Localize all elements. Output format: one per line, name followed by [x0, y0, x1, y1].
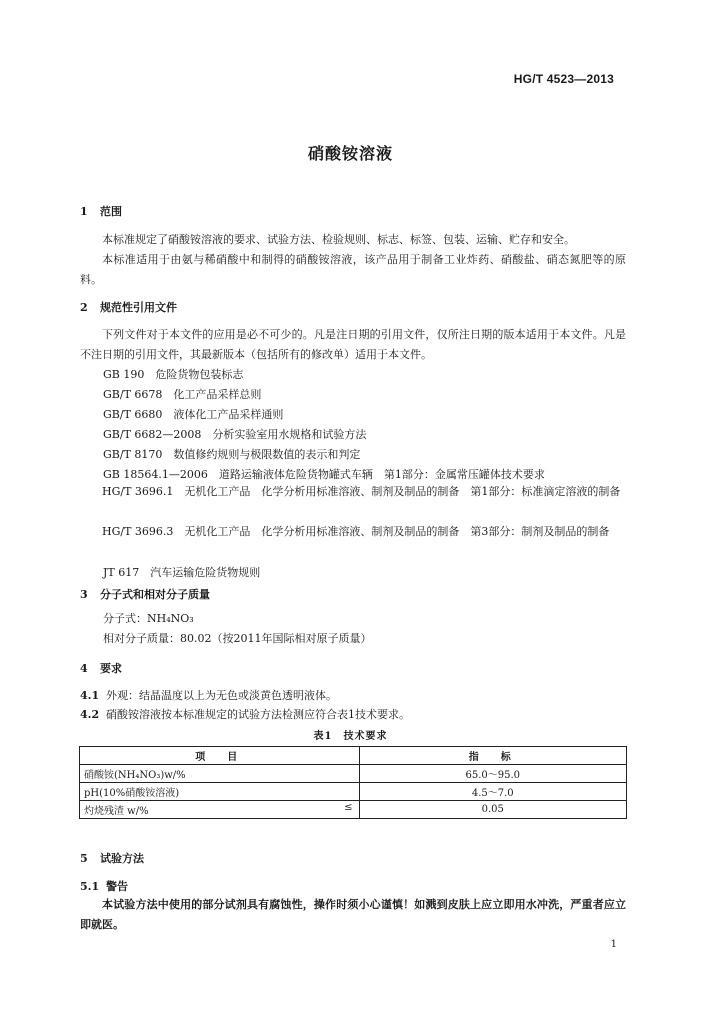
row-symbol: ≤ — [344, 802, 353, 813]
clause-4-2 — [80, 706, 410, 722]
clause-5-1-heading: 警告 — [106, 880, 128, 893]
section-4-number: 4 — [80, 662, 88, 675]
reference-item: GB/T 6680 液体化工产品采样通则 — [103, 408, 284, 421]
reference-item-jt-617: JT 617 汽车运输危险货物规则 — [103, 566, 261, 579]
row-item — [80, 765, 360, 783]
section-5-title: 试验方法 — [100, 852, 144, 865]
technical-requirements-table — [79, 746, 627, 819]
row-item-label: 硝酸铵(NH₄NO₃)w/% — [84, 770, 186, 781]
section-2-number: 2 — [80, 301, 88, 314]
molecular-formula: 分子式：NH₄NO₃ — [103, 612, 194, 625]
row-item-label: 灼烧残渣 w/% — [84, 806, 149, 817]
section-1-title: 范围 — [100, 205, 122, 218]
reference-item: GB 190 危险货物包装标志 — [103, 368, 244, 381]
reference-item: GB/T 6678 化工产品采样总则 — [103, 388, 262, 401]
reference-item: GB 18564.1—2006 道路运输液体危险货物罐式车辆 第1部分：金属常压罐体技术要求 — [103, 468, 545, 481]
row-value: 4.5～7.0 — [359, 783, 626, 801]
row-item — [80, 783, 360, 801]
document-title: 硝酸铵溶液 — [307, 144, 393, 163]
molecular-mass: 相对分子质量：80.02（按2011年国际相对原子质量） — [103, 632, 372, 645]
header-item: 项 目 — [80, 747, 360, 765]
clause-4-2-number: 4.2 — [80, 708, 100, 721]
table-row — [80, 783, 627, 801]
reference-item: GB/T 6682—2008 分析实验室用水规格和试验方法 — [103, 428, 367, 441]
section-1-number: 1 — [80, 205, 88, 218]
row-item — [80, 801, 360, 819]
section-3-title: 分子式和相对分子质量 — [100, 588, 210, 601]
clause-5-1-number: 5.1 — [80, 880, 100, 893]
section-5-heading — [80, 850, 144, 866]
section-5-number: 5 — [80, 852, 88, 865]
section-3-heading — [80, 586, 210, 602]
reference-item: GB/T 8170 数值修约规则与极限数值的表示和判定 — [103, 448, 361, 461]
standard-code: HG/T 4523—2013 — [513, 72, 614, 86]
section-2-intro: 下列文件对于本文件的应用是必不可少的。凡是注日期的引用文件，仅所注日期的版本适用于本文件。凡是不注日期的引用文件，其最新版本（包括所有的修改单）适用于本文件。 — [80, 328, 626, 361]
clause-4-2-text: 硝酸铵溶液按本标准规定的试验方法检测应符合表1技术要求。 — [106, 708, 410, 721]
table-1-caption: 表1 技术要求 — [313, 731, 388, 742]
row-value: 65.0～95.0 — [359, 765, 626, 783]
section-2-heading — [80, 299, 177, 315]
clause-4-1-number: 4.1 — [80, 689, 100, 702]
section-1-paragraph-2: 本标准适用于由氨与稀硝酸中和制得的硝酸铵溶液，该产品用于制备工业炸药、硝酸盐、硝态氮肥等的原料。 — [80, 253, 626, 286]
table-header-row — [80, 747, 627, 765]
section-2-title: 规范性引用文件 — [100, 301, 177, 314]
clause-4-1-text: 外观：结晶温度以上为无色或淡黄色透明液体。 — [106, 689, 337, 702]
section-4-title: 要求 — [100, 662, 122, 675]
reference-item-hg-3696-3: HG/T 3696.3 无机化工产品 化学分析用标准溶液、制剂及制品的制备 第3部分：制剂及制品的制备 — [102, 525, 610, 538]
section-1-heading — [80, 203, 122, 219]
section-1-paragraph-1: 本标准规定了硝酸铵溶液的要求、试验方法、检验规则、标志、标签、包装、运输、贮存和安全。 — [102, 233, 575, 246]
table-row — [80, 765, 627, 783]
table-row — [80, 801, 627, 819]
row-item-label: pH(10%硝酸铵溶液) — [84, 788, 180, 799]
clause-5-1 — [80, 878, 128, 894]
row-value: 0.05 — [359, 801, 626, 819]
section-3-number: 3 — [80, 588, 88, 601]
warning-paragraph: 本试验方法中使用的部分试剂具有腐蚀性，操作时须小心谨慎！如溅到皮肤上应立即用水冲洗，严重者应立即就医。 — [80, 898, 626, 931]
section-4-heading — [80, 660, 122, 676]
reference-item-hg-3696-1: HG/T 3696.1 无机化工产品 化学分析用标准溶液、制剂及制品的制备 第1部分：标准滴定溶液的制备 — [102, 485, 621, 498]
header-index: 指 标 — [359, 747, 626, 765]
clause-4-1 — [80, 687, 337, 703]
page-number: 1 — [610, 939, 617, 950]
